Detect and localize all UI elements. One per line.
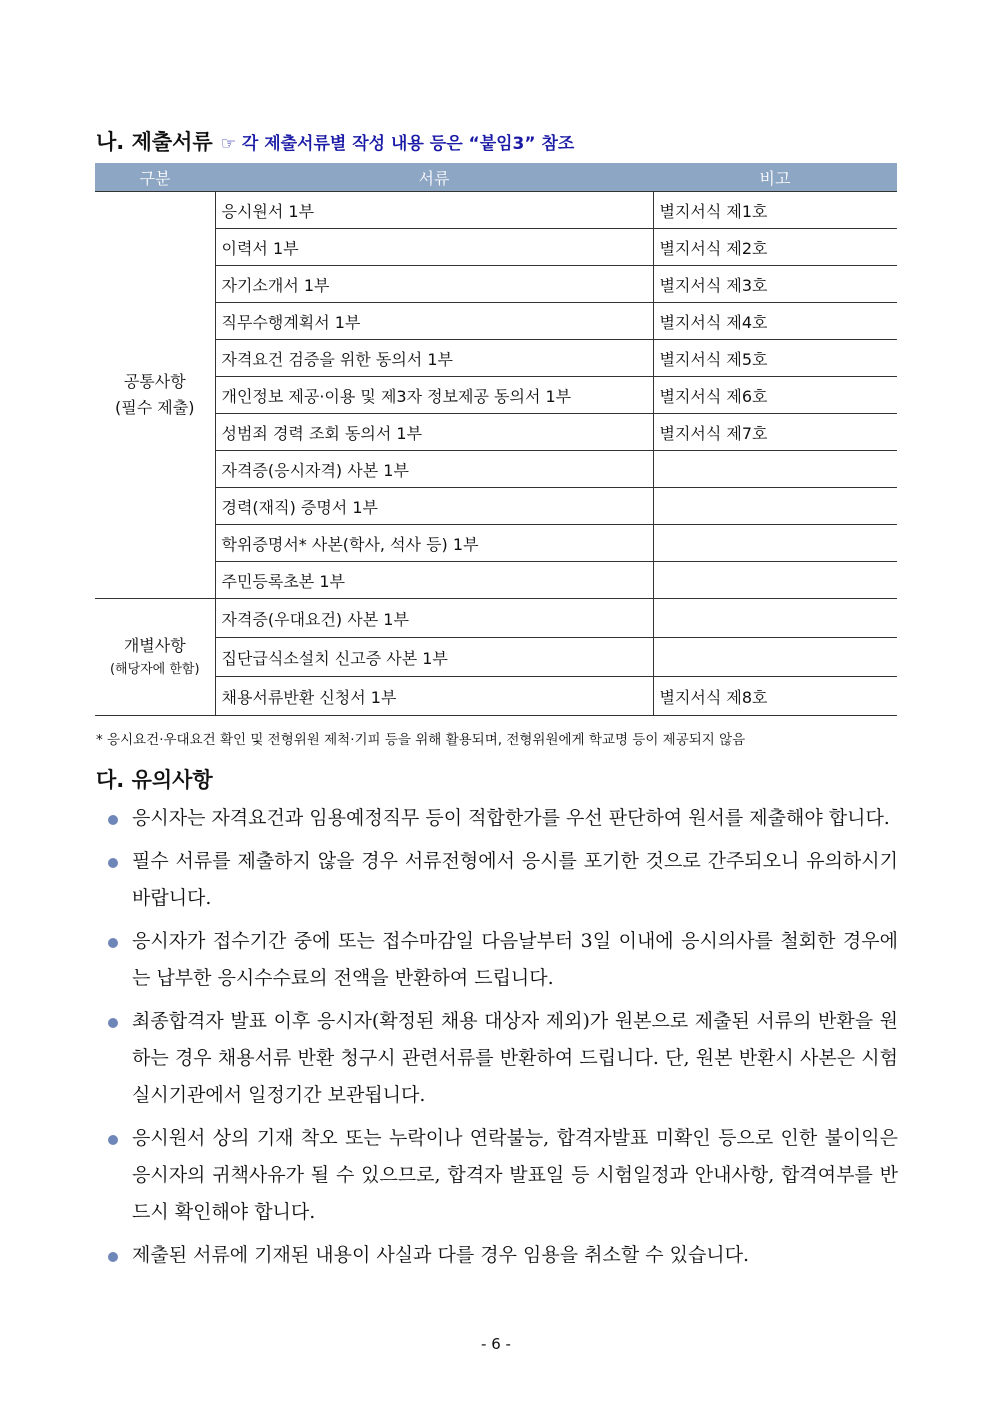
group-label: 공통사항 — [123, 371, 186, 391]
note-cell — [653, 451, 897, 488]
list-item-text: 응시원서 상의 기재 착오 또는 누락이나 연락불능, 합격자발표 미확인 등으로 인한 불이익은 응시자의 귀책사유가 될 수 있으므로, 합격자 발표일 등 시험일정과 안내사항, 합격여부를 반드시 확인해야 합니다. — [132, 1127, 898, 1223]
bullet-icon — [108, 1252, 118, 1262]
header-category: 구분 — [95, 163, 215, 192]
bullet-icon — [108, 938, 118, 948]
table-row — [95, 677, 897, 716]
header-document: 서류 — [215, 163, 653, 192]
group-sub: (해당자에 한함) — [109, 662, 200, 678]
list-item — [106, 800, 898, 837]
note-cell — [653, 488, 897, 525]
note-cell: 별지서식 제1호 — [653, 192, 897, 229]
doc-cell: 주민등록초본 1부 — [215, 562, 653, 599]
group-common-cell — [95, 192, 215, 599]
bullet-icon — [108, 815, 118, 825]
notes-list — [106, 800, 898, 1280]
doc-cell: 경력(재직) 증명서 1부 — [215, 488, 653, 525]
doc-cell: 자기소개서 1부 — [215, 266, 653, 303]
list-item — [106, 1120, 898, 1231]
header-remarks: 비고 — [653, 163, 897, 192]
table-row — [95, 340, 897, 377]
table-row — [95, 488, 897, 525]
list-item — [106, 1003, 898, 1114]
note-cell — [653, 562, 897, 599]
list-item-text: 응시자는 자격요건과 임용예정직무 등이 적합한가를 우선 판단하여 원서를 제출해야 합니다. — [132, 807, 890, 829]
doc-cell: 개인정보 제공·이용 및 제3자 정보제공 동의서 1부 — [215, 377, 653, 414]
page-number: - 6 - — [481, 1335, 511, 1353]
reference-note: ☞ 각 제출서류별 작성 내용 등은 “붙임3” 참조 — [220, 134, 575, 154]
section-title-text: 나. 제출서류 — [96, 130, 213, 154]
table-row — [95, 192, 897, 229]
bullet-icon — [108, 858, 118, 868]
doc-cell: 성범죄 경력 조회 동의서 1부 — [215, 414, 653, 451]
section-title-notes: 다. 유의사항 — [96, 768, 213, 792]
table-row — [95, 266, 897, 303]
table-header-row — [95, 163, 897, 192]
bullet-icon — [108, 1135, 118, 1145]
note-cell: 별지서식 제3호 — [653, 266, 897, 303]
group-individual-cell — [95, 599, 215, 716]
list-item — [106, 923, 898, 997]
bullet-icon — [108, 1018, 118, 1028]
doc-cell: 자격증(응시자격) 사본 1부 — [215, 451, 653, 488]
table-row — [95, 414, 897, 451]
doc-cell: 학위증명서* 사본(학사, 석사 등) 1부 — [215, 525, 653, 562]
list-item — [106, 1237, 898, 1274]
doc-cell: 자격증(우대요건) 사본 1부 — [215, 599, 653, 638]
table-row — [95, 599, 897, 638]
table-row — [95, 303, 897, 340]
doc-cell: 응시원서 1부 — [215, 192, 653, 229]
doc-cell: 직무수행계획서 1부 — [215, 303, 653, 340]
note-cell — [653, 525, 897, 562]
note-cell: 별지서식 제4호 — [653, 303, 897, 340]
footnote: * 응시요건·우대요건 확인 및 전형위원 제척·기피 등을 위해 활용되며, 전형위원에게 학교명 등이 제공되지 않음 — [96, 732, 746, 748]
note-cell: 별지서식 제8호 — [653, 677, 897, 716]
list-item-text: 응시자가 접수기간 중에 또는 접수마감일 다음날부터 3일 이내에 응시의사를 철회한 경우에는 납부한 응시수수료의 전액을 반환하여 드립니다. — [132, 930, 898, 989]
list-item-text: 필수 서류를 제출하지 않을 경우 서류전형에서 응시를 포기한 것으로 간주되오니 유의하시기 바랍니다. — [132, 850, 898, 909]
table-row — [95, 451, 897, 488]
note-cell: 별지서식 제6호 — [653, 377, 897, 414]
doc-cell: 이력서 1부 — [215, 229, 653, 266]
group-sub: (필수 제출) — [115, 398, 195, 417]
note-cell — [653, 599, 897, 638]
group-label: 개별사항 — [123, 636, 186, 656]
note-cell: 별지서식 제2호 — [653, 229, 897, 266]
doc-cell: 집단급식소설치 신고증 사본 1부 — [215, 638, 653, 677]
documents-table — [95, 163, 897, 716]
list-item — [106, 843, 898, 917]
table-row — [95, 638, 897, 677]
table-row — [95, 377, 897, 414]
table-row — [95, 562, 897, 599]
table-row — [95, 525, 897, 562]
doc-cell: 채용서류반환 신청서 1부 — [215, 677, 653, 716]
section-title-documents — [96, 126, 574, 156]
doc-cell: 자격요건 검증을 위한 동의서 1부 — [215, 340, 653, 377]
note-cell: 별지서식 제7호 — [653, 414, 897, 451]
list-item-text: 최종합격자 발표 이후 응시자(확정된 채용 대상자 제외)가 원본으로 제출된 서류의 반환을 원하는 경우 채용서류 반환 청구시 관련서류를 반환하여 드립니다. 단, 원본 반환시 사본은 시험실시기관에서 일정기간 보관됩니다. — [132, 1010, 898, 1106]
note-cell: 별지서식 제5호 — [653, 340, 897, 377]
list-item-text: 제출된 서류에 기재된 내용이 사실과 다를 경우 임용을 취소할 수 있습니다. — [132, 1244, 750, 1266]
table-row — [95, 229, 897, 266]
note-cell — [653, 638, 897, 677]
